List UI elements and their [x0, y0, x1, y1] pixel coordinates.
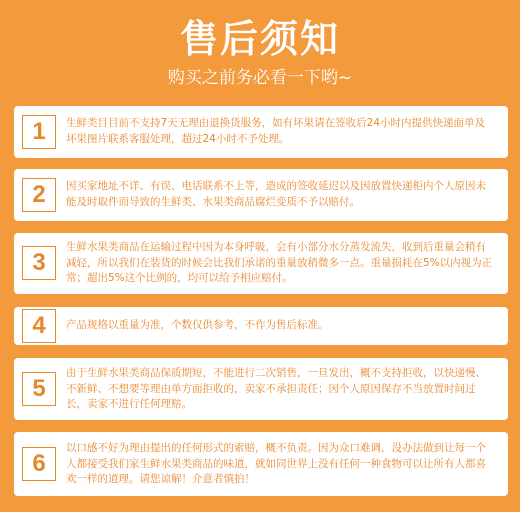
notice-number-4: 4	[22, 309, 56, 343]
notice-text-4: 产品规格以重量为准，个数仅供参考，不作为售后标准。	[66, 319, 329, 331]
notice-number-6: 6	[22, 447, 56, 481]
notice-text-5: 由于生鲜水果类商品保质期短，不能进行二次销售，一旦发出，概不支持拒收，以快递慢、不新鲜、不想要等理由单方面拒收的，卖家不承担责任；因个人原因保存不当放置时间过长，卖家不进行任何理赔。	[66, 367, 486, 410]
notice-card-6	[14, 432, 508, 496]
notice-card-3	[14, 233, 508, 294]
notice-number-1: 1	[22, 115, 56, 149]
notice-number-2: 2	[22, 178, 56, 212]
notice-text-2: 因买家地址不详、有误、电话联系不上等，造成的签收延迟以及因放置快递柜内个人原因未能及时取件而导致的生鲜类、水果类商品腐烂变质不予以赔付。	[66, 180, 486, 208]
notice-card-4	[14, 307, 508, 345]
notice-number-5: 5	[22, 372, 56, 406]
page-title: 售后须知	[179, 17, 340, 61]
notice-text-3: 生鲜水果类商品在运输过程中因为本身呼吸，会有小部分水分蒸发流失，收到后重量会稍有减轻，所以我们在装货的时候会比我们承诺的重量放稍微多一点。重量损耗在5%以内视为正常；超出5%这个比例的，均可以给予相应赔付。	[66, 241, 493, 284]
notice-text-6: 以口感不好为理由提出的任何形式的索赔，概不负责。因为众口难调，没办法做到让每一个人都接受我们家生鲜水果类商品的味道，就如同世界上没有任何一种食物可以让所有人都喜欢一样的道理。请您谅解！介意者慎拍！	[66, 442, 486, 485]
notice-card-5	[14, 358, 508, 420]
notice-number-3: 3	[22, 246, 56, 280]
page-subtitle: 购买之前务必看一下哟~	[167, 68, 353, 88]
notice-card-2	[14, 169, 508, 221]
notice-card-1	[14, 106, 508, 158]
notice-text-1: 生鲜类目目前不支持7天无理由退换货服务，如有坏果请在签收后24小时内提供快递面单及坏果图片联系客服处理，超过24小时不予处理。	[66, 117, 486, 145]
